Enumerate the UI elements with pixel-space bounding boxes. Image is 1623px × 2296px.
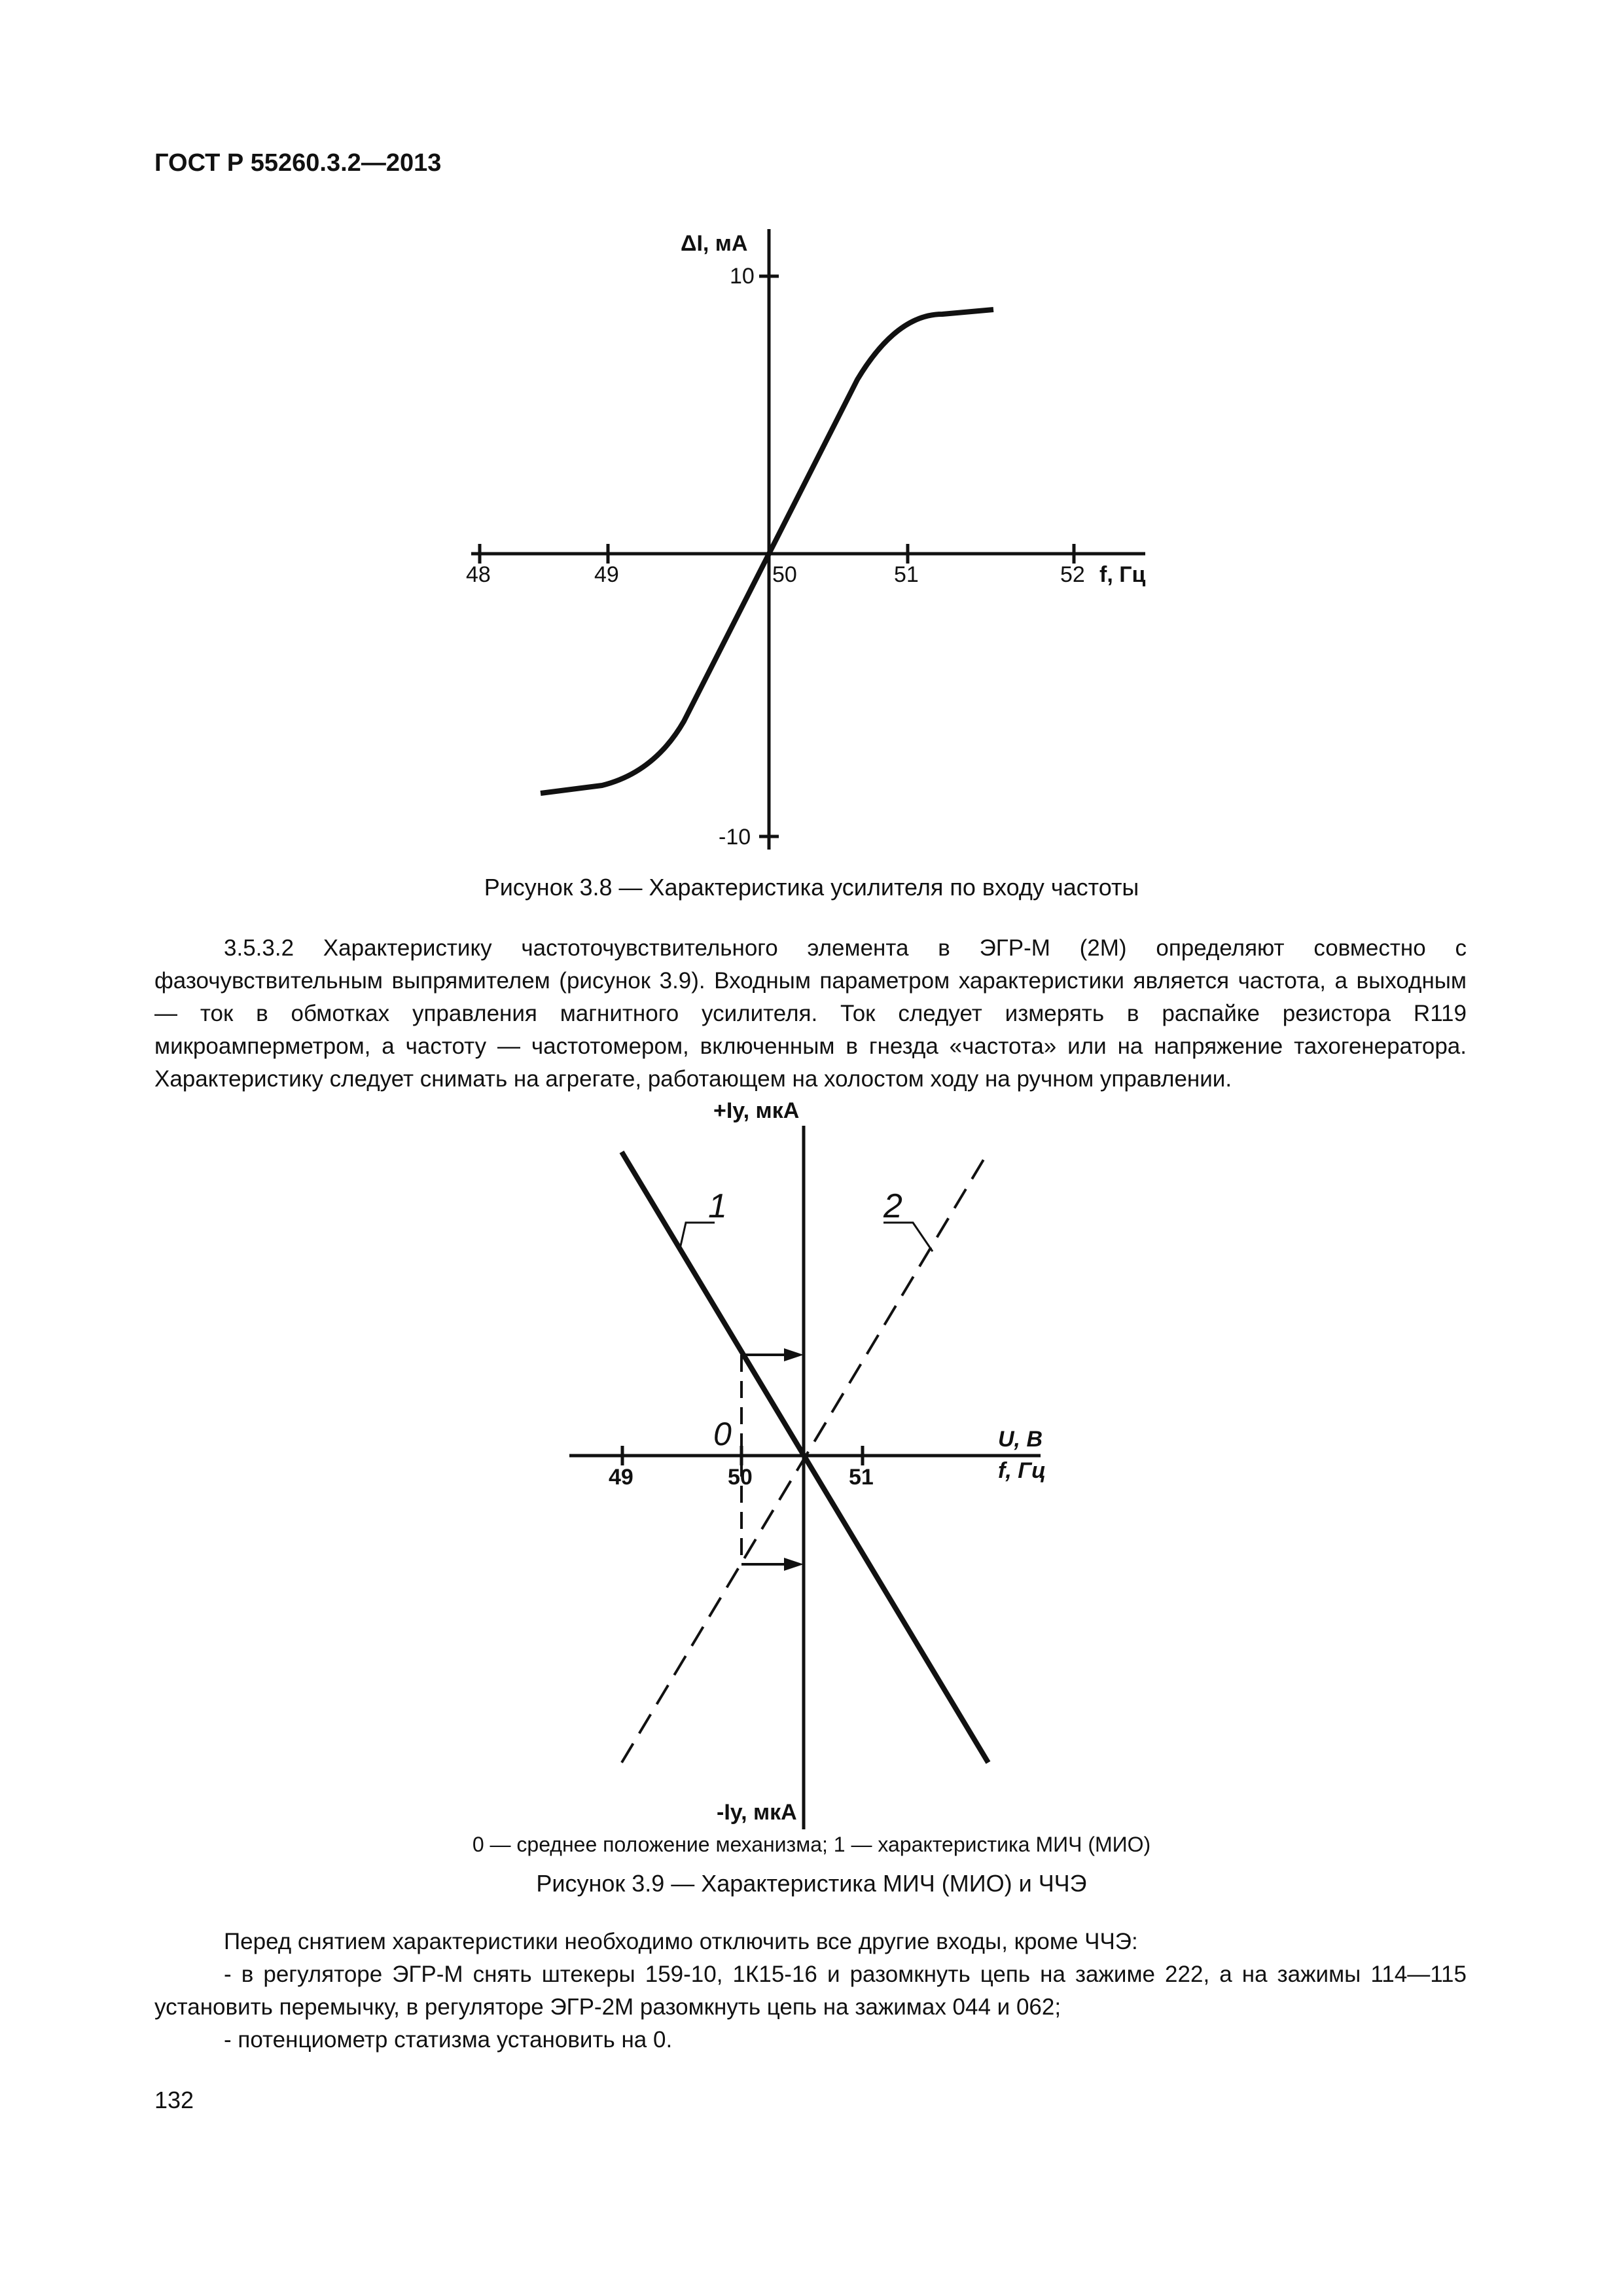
x-tick-49: 49 xyxy=(609,1465,633,1490)
y-bottom-label: -Iу, мкА xyxy=(717,1800,797,1825)
x-tick-49: 49 xyxy=(594,562,619,587)
figure-3-9-caption: Рисунок 3.9 — Характеристика МИЧ (МИО) и ЧЧЭ xyxy=(536,1870,1087,1897)
figure-3-9-chart xyxy=(0,1086,1623,1937)
x-label-f: f, Гц xyxy=(998,1458,1046,1483)
paragraph-item-2: - потенциометр статизма установить на 0. xyxy=(224,2027,673,2053)
x-tick-50: 50 xyxy=(728,1465,753,1490)
y-top-label: +Iу, мкА xyxy=(713,1098,800,1123)
x-axis-label: f, Гц xyxy=(1099,562,1146,587)
x-tick-48: 48 xyxy=(466,562,491,587)
paragraph-intro: Перед снятием характеристики необходимо отключить все другие входы, кроме ЧЧЭ: xyxy=(224,1929,1138,1954)
paragraph-item-1: - в регуляторе ЭГР-М снять штекеры 159-10, 1К15-16 и разомкнуть цепь на зажиме 222, а на зажимы 114—115 установить перемычку, в регуляторе ЭГР-2М разомкнуть цепь на зажимах 044 и 062; xyxy=(154,1962,1467,2020)
x-tick-51: 51 xyxy=(849,1465,874,1490)
page-number: 132 xyxy=(154,2087,194,2113)
paragraph-pre-measurement xyxy=(154,1926,1467,2056)
x-label-u: U, В xyxy=(998,1427,1043,1452)
x-tick-50: 50 xyxy=(772,562,797,587)
paragraph-3-5-3-2 xyxy=(154,932,1467,1096)
document-header: ГОСТ Р 55260.3.2—2013 xyxy=(154,149,442,177)
x-tick-52: 52 xyxy=(1060,562,1085,587)
x-tick-51: 51 xyxy=(894,562,919,587)
paragraph-3-5-3-2-text: 3.5.3.2 Характеристику частоточувствительного элемента в ЭГР-М (2М) определяют совместно с фазочувствительным выпрямителем (рисунок 3.9). Входным параметром характеристики является частота, а выходным — ток в обмотках управления магнитного усилителя. Ток следует измерять в распайке резистора R119 микроамперметром, а частоту — частотомером, включенным в гнезда «частота» или на напряжение тахогенератора. Характеристику следует снимать на агрегате, работающем на холостом ходу на ручном управлении. xyxy=(154,935,1467,1092)
y-tick-10: 10 xyxy=(730,264,755,289)
y-axis-label: ΔI, мА xyxy=(681,231,748,256)
curve-label-2: 2 xyxy=(883,1187,902,1225)
figure-3-8-caption: Рисунок 3.8 — Характеристика усилителя по входу частоты xyxy=(484,874,1139,901)
figure-3-9-legend: 0 — среднее положение механизма; 1 — характеристика МИЧ (МИО) xyxy=(472,1833,1151,1856)
curve-label-1: 1 xyxy=(708,1187,727,1225)
y-tick-minus-10: -10 xyxy=(719,825,751,850)
origin-label: 0 xyxy=(713,1416,732,1452)
figure-3-8-chart xyxy=(0,0,1623,864)
